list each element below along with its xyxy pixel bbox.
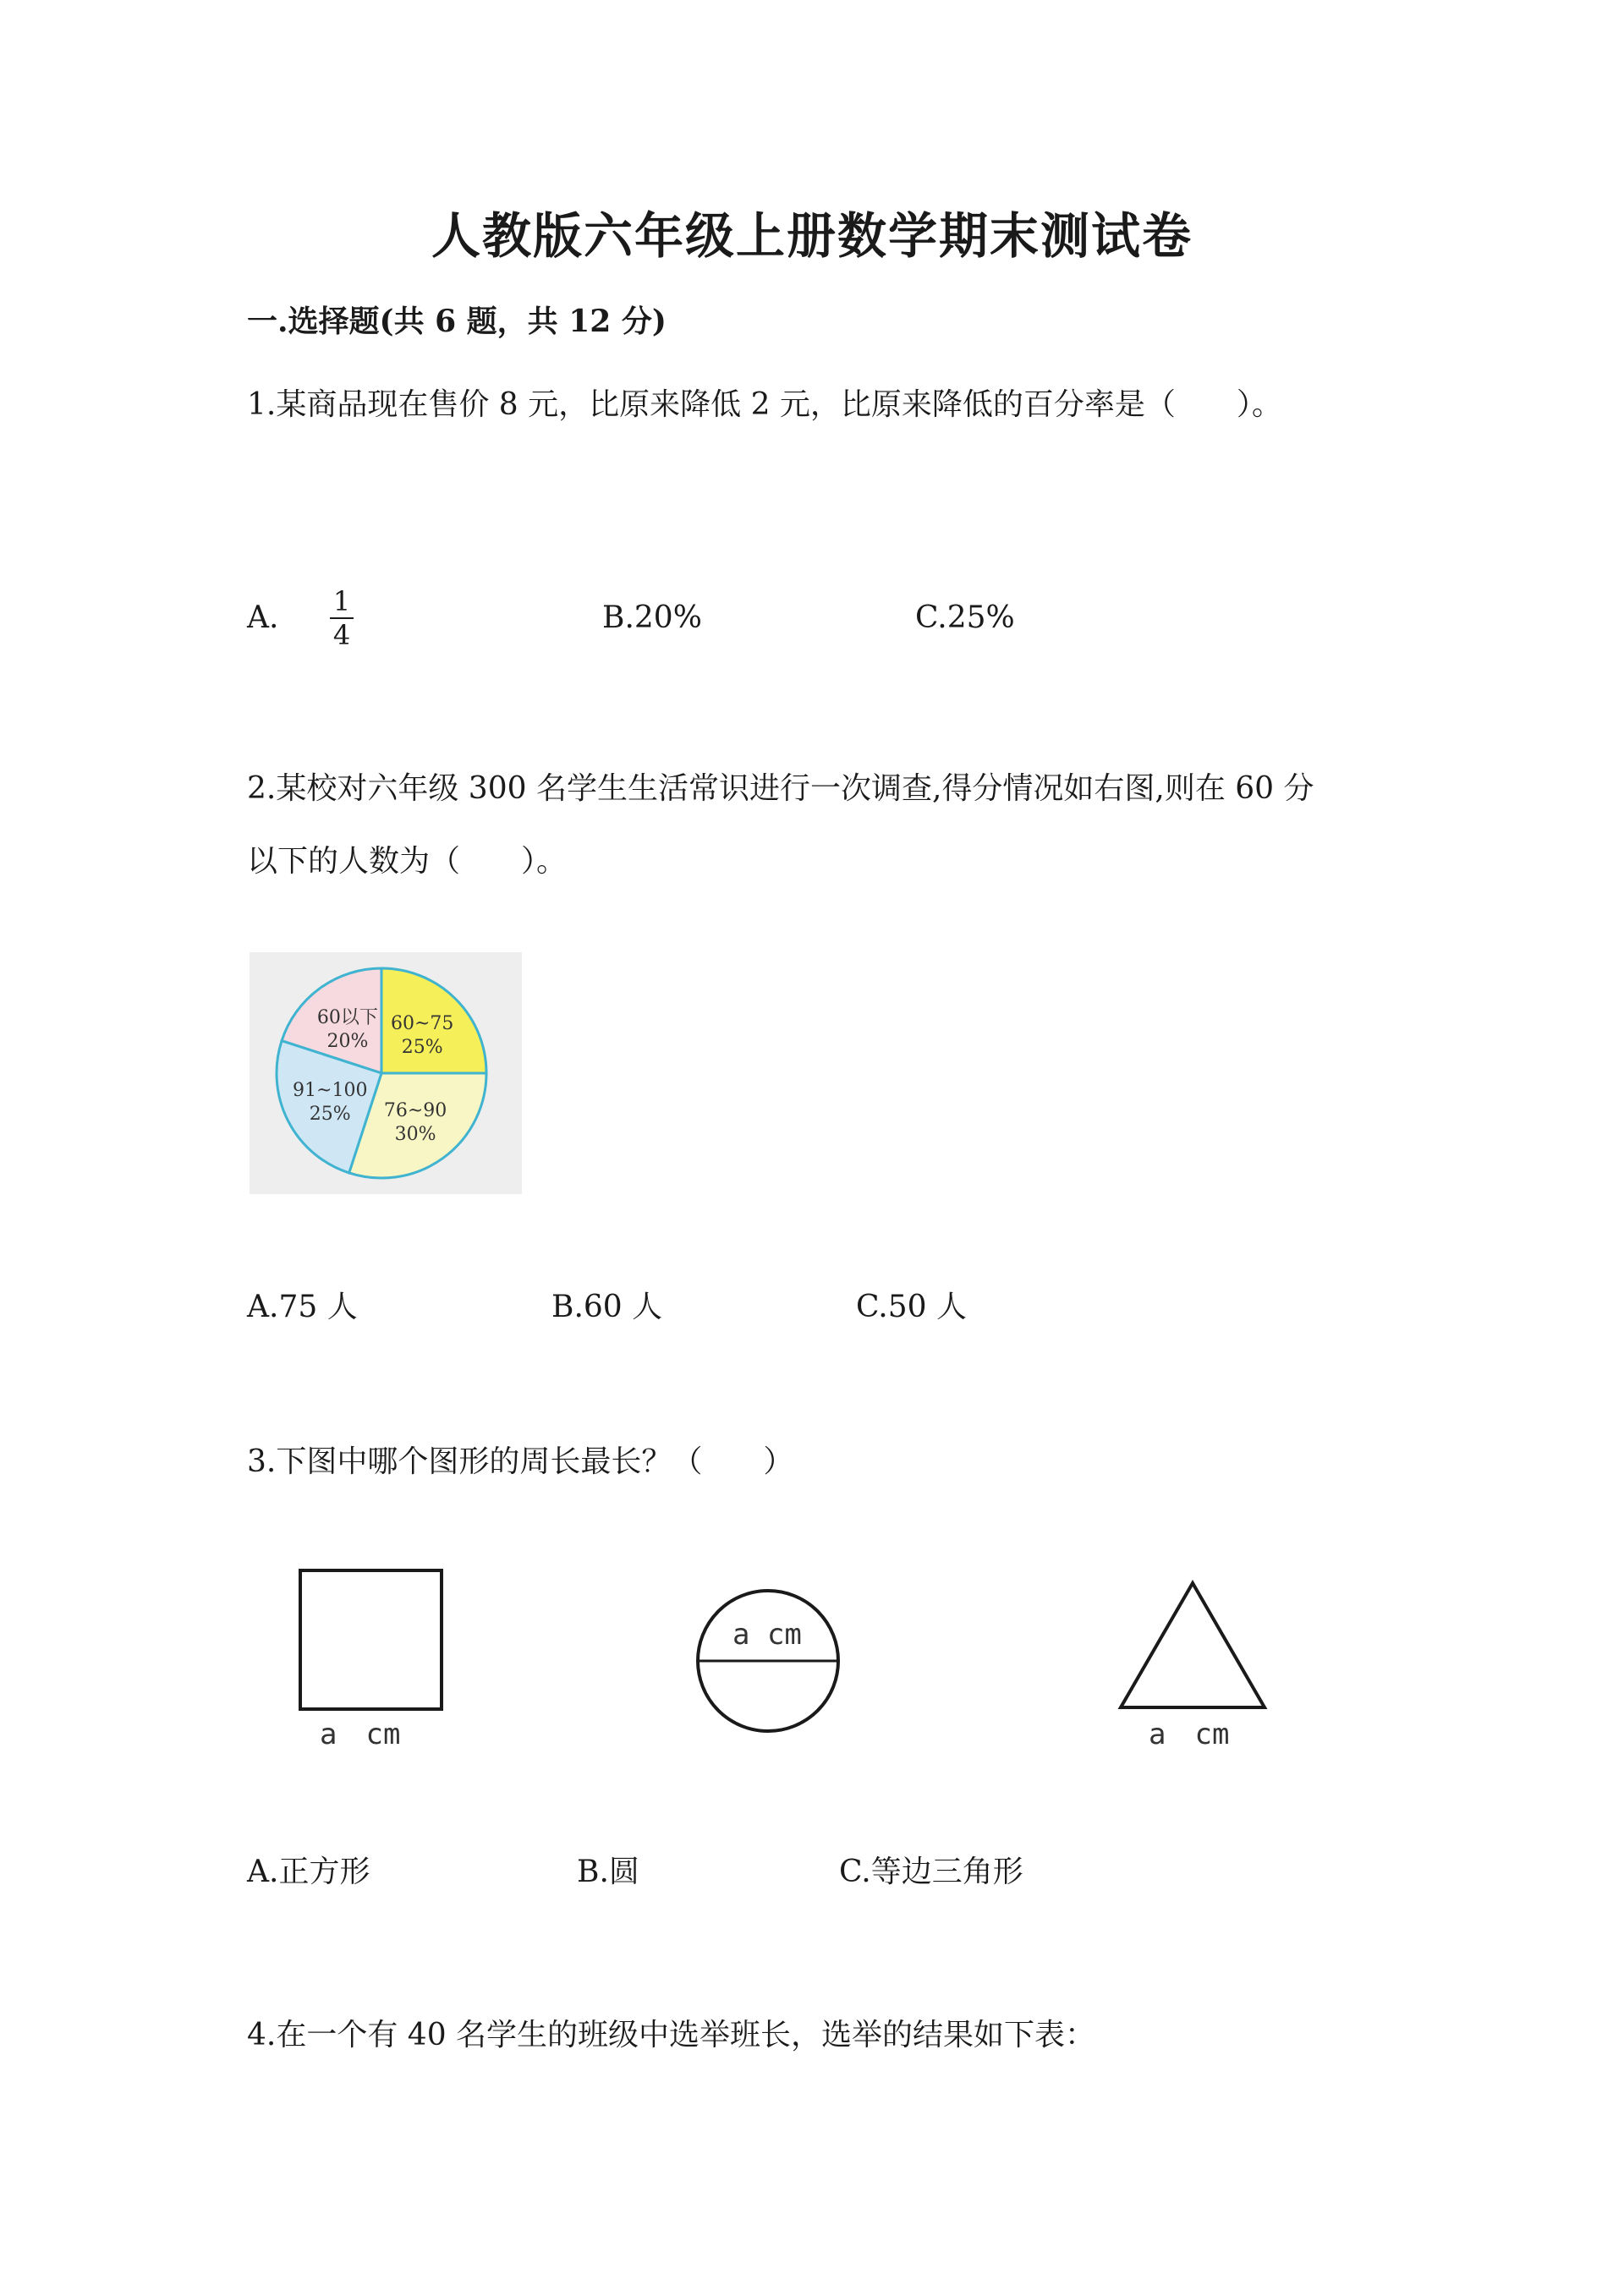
pie-slice-percent-1: 25% xyxy=(401,1036,443,1058)
q2-option-c: C.50 人 xyxy=(856,1290,967,1324)
q3-option-c: C.等边三角形 xyxy=(839,1855,1023,1889)
q2-option-a: A.75 人 xyxy=(247,1290,358,1324)
question-2-line-1: 2.某校对六年级 300 名学生生活常识进行一次调查,得分情况如右图,则在 60 分 xyxy=(247,771,1314,806)
triangle-side-label: a cm xyxy=(1149,1718,1230,1751)
q3-option-a: A.正方形 xyxy=(247,1855,370,1889)
pie-slice-percent-3: 25% xyxy=(309,1103,351,1125)
page-title: 人教版六年级上册数学期末测试卷 xyxy=(431,207,1193,265)
triangle-shape xyxy=(1121,1583,1265,1707)
pie-slice-percent-0: 20% xyxy=(326,1030,369,1052)
section-heading: 一.选择题(共 6 题，共 12 分) xyxy=(247,304,667,339)
question-1: 1.某商品现在售价 8 元，比原来降低 2 元，比原来降低的百分率是（ ）。 xyxy=(247,387,1282,422)
square-shape xyxy=(300,1570,442,1709)
pie-slice-label-3: 91~100 xyxy=(293,1079,368,1101)
question-3: 3.下图中哪个图形的周长最长？（ ） xyxy=(247,1444,794,1479)
square-side-label: a cm xyxy=(320,1718,401,1751)
circle-diameter-label: a cm xyxy=(732,1618,802,1652)
question-2-line-2: 以下的人数为（ ）。 xyxy=(247,844,568,879)
q1-option-b: B.20% xyxy=(602,600,702,635)
pie-slice-label-2: 76~90 xyxy=(383,1100,447,1122)
pie-slice-label-1: 60~75 xyxy=(391,1012,454,1034)
q3-option-b: B.圆 xyxy=(577,1855,639,1889)
question-4: 4.在一个有 40 名学生的班级中选举班长，选举的结果如下表： xyxy=(247,2018,1096,2052)
q1-option-c: C.25% xyxy=(915,600,1015,635)
q2-option-b: B.60 人 xyxy=(551,1290,663,1324)
q1-option-a-prefix: A. xyxy=(247,600,279,635)
pie-slice-percent-2: 30% xyxy=(394,1124,436,1146)
fraction-numerator: 1 xyxy=(332,585,351,617)
fraction-denominator: 4 xyxy=(332,619,351,651)
pie-slice-label-0: 60以下 xyxy=(316,1006,378,1028)
